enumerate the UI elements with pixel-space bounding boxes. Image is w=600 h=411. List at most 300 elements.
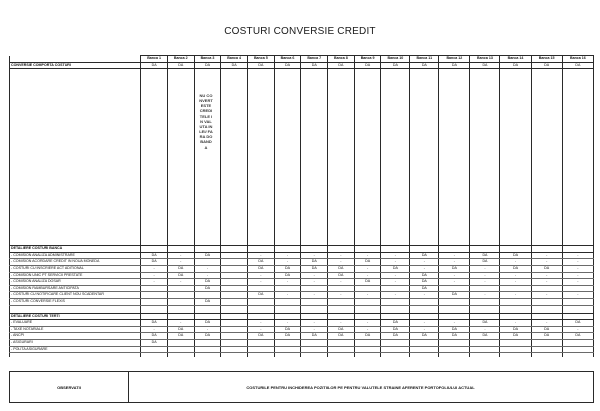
- cell-value: -: [381, 279, 410, 286]
- cell-value: [248, 285, 275, 292]
- cell-value: -: [531, 292, 562, 299]
- cell-value: -: [470, 292, 500, 299]
- cell-value: [439, 313, 470, 320]
- cell-value: -: [301, 320, 328, 327]
- cell-value: [500, 339, 531, 346]
- cell-value: [470, 69, 500, 246]
- column-header-bank-8: Banca 8: [328, 56, 355, 63]
- cell-value: DA: [194, 298, 221, 305]
- cell-value: [439, 339, 470, 346]
- cell-value: DA: [141, 259, 168, 266]
- cell-value: DA: [531, 333, 562, 340]
- page-title: COSTURI CONVERSIE CREDIT: [224, 26, 376, 37]
- cell-value: [221, 292, 248, 299]
- cell-value: [562, 69, 593, 246]
- cell-value: [221, 285, 248, 292]
- cell-value: DA: [328, 333, 355, 340]
- cell-value: [141, 346, 168, 353]
- cell-value: [381, 285, 410, 292]
- cell-value: -: [167, 252, 194, 259]
- cell-value: -: [354, 326, 381, 333]
- cell-value: -: [381, 259, 410, 266]
- cell-value: [221, 272, 248, 279]
- cell-value: [328, 285, 355, 292]
- cell-value: DA: [439, 326, 470, 333]
- cell-value: [141, 313, 168, 320]
- cell-value: [221, 246, 248, 253]
- table-row: [10, 333, 594, 340]
- cell-value: DA: [410, 272, 439, 279]
- cell-value: [301, 298, 328, 305]
- cell-value: DA: [194, 285, 221, 292]
- cell-value: [167, 298, 194, 305]
- cell-value: [500, 305, 531, 313]
- cell-value: DA: [248, 265, 275, 272]
- column-header-bank-16: Banca 16: [562, 56, 593, 63]
- cell-value: -: [354, 252, 381, 259]
- cell-value: [500, 298, 531, 305]
- cell-value: [221, 313, 248, 320]
- cell-value: -: [301, 252, 328, 259]
- cell-value: [328, 69, 355, 246]
- header-corner: [10, 56, 141, 63]
- cell-value: DA: [301, 259, 328, 266]
- cell-value: [194, 339, 221, 346]
- cell-value: [301, 305, 328, 313]
- cell-value: -: [301, 326, 328, 333]
- cell-value: -: [470, 279, 500, 286]
- cell-value: [500, 313, 531, 320]
- cell-value: DA: [354, 259, 381, 266]
- cell-value: -: [381, 292, 410, 299]
- cell-value: [381, 339, 410, 346]
- cell-value: -: [194, 326, 221, 333]
- cell-value: [470, 346, 500, 353]
- cell-value: DA: [439, 265, 470, 272]
- cell-value: DA: [500, 265, 531, 272]
- cell-value: -: [439, 252, 470, 259]
- table-row: [10, 285, 594, 292]
- cell-value: -: [167, 259, 194, 266]
- cell-value: DA: [500, 252, 531, 259]
- cell-value: -: [410, 259, 439, 266]
- cell-value: -: [439, 279, 470, 286]
- cell-value: [274, 298, 301, 305]
- cell-value: DA: [381, 333, 410, 340]
- cell-value: -: [167, 279, 194, 286]
- cell-value: -: [248, 320, 275, 327]
- row-label: - COMISION ACORDARE CREDIT IN NOUA MONEDA: [10, 259, 141, 266]
- row-label: [10, 305, 141, 313]
- cell-value: [141, 292, 168, 299]
- cell-value: -: [562, 259, 593, 266]
- table-row: [10, 252, 594, 259]
- cell-value: [381, 246, 410, 253]
- cell-value: [274, 305, 301, 313]
- cell-value: [410, 339, 439, 346]
- cell-value: [354, 313, 381, 320]
- column-header-bank-9: Banca 9: [354, 56, 381, 63]
- cell-value: [167, 313, 194, 320]
- table-row: [10, 339, 594, 346]
- cell-value: -: [410, 265, 439, 272]
- table-row: [10, 326, 594, 333]
- cell-value: [274, 313, 301, 320]
- cell-value: -: [141, 265, 168, 272]
- cell-value: [221, 346, 248, 353]
- cell-value: -: [381, 252, 410, 259]
- row-label: - COMISION UNIC PT SERVICII PRESTATE: [10, 272, 141, 279]
- cell-value: -: [562, 272, 593, 279]
- cell-value: DA: [141, 320, 168, 327]
- cell-value: [354, 246, 381, 253]
- blank-block: [10, 69, 594, 246]
- cell-value: [248, 246, 275, 253]
- cell-value: -: [141, 326, 168, 333]
- cell-value: -: [248, 252, 275, 259]
- cell-value: [167, 292, 194, 299]
- cell-value: [354, 69, 381, 246]
- cell-value: [531, 313, 562, 320]
- cell-value: [221, 298, 248, 305]
- row-label: - ASIGURARI: [10, 339, 141, 346]
- cell-value: [301, 285, 328, 292]
- column-header-bank-10: Banca 10: [381, 56, 410, 63]
- column-header-bank-14: Banca 14: [500, 56, 531, 63]
- cell-value: [410, 305, 439, 313]
- cell-value: -: [439, 320, 470, 327]
- cell-value: -: [354, 265, 381, 272]
- cell-value: DA: [141, 339, 168, 346]
- table-row: [10, 279, 594, 286]
- cell-value: [531, 69, 562, 246]
- cell-value: [221, 305, 248, 313]
- cell-value: [301, 69, 328, 246]
- cell-value: [221, 279, 248, 286]
- cell-value: [141, 285, 168, 292]
- cell-value: DA: [562, 333, 593, 340]
- cell-value: [470, 285, 500, 292]
- cell-value: [301, 353, 328, 358]
- cell-value: DA: [381, 265, 410, 272]
- vertical-note: NU CONVERTESTE CREDITELE IN VALUTA IN LEI/ FARA DOBANDA: [199, 93, 214, 150]
- cell-value: DA: [167, 333, 194, 340]
- column-header-bank-1: Banca 1: [141, 56, 168, 63]
- cell-value: [410, 69, 439, 246]
- cell-value: [221, 320, 248, 327]
- cell-value: -: [562, 252, 593, 259]
- cell-value: [141, 298, 168, 305]
- cell-value: DA: [301, 265, 328, 272]
- row-label: - TAXE NOTARIALE: [10, 326, 141, 333]
- cell-value: [248, 313, 275, 320]
- cell-value: DA: [470, 259, 500, 266]
- cell-value: [301, 246, 328, 253]
- cell-value: [410, 298, 439, 305]
- cell-value: [470, 353, 500, 358]
- cell-value: [381, 305, 410, 313]
- cell-value: [354, 339, 381, 346]
- cell-value: -: [248, 279, 275, 286]
- cell-value: -: [500, 259, 531, 266]
- cell-value: [248, 346, 275, 353]
- cell-value: [531, 353, 562, 358]
- cell-value: [410, 313, 439, 320]
- cell-value: -: [410, 320, 439, 327]
- cell-value: [328, 246, 355, 253]
- cell-value: DA: [410, 62, 439, 69]
- cell-value: [274, 69, 301, 246]
- cell-value: [381, 313, 410, 320]
- section-header-row: [10, 313, 594, 320]
- cell-value: [531, 246, 562, 253]
- section-header-row: [10, 246, 594, 253]
- cell-value: [221, 69, 248, 246]
- cell-value: DA: [301, 333, 328, 340]
- cell-value: [194, 346, 221, 353]
- cell-value: DA: [381, 320, 410, 327]
- cell-value: -: [354, 292, 381, 299]
- cell-value: DA: [410, 252, 439, 259]
- cell-value: [470, 313, 500, 320]
- row-label: - COMISION ANALIZA ADMINISTRARE: [10, 252, 141, 259]
- cell-value: -: [500, 292, 531, 299]
- table-row: [10, 346, 594, 353]
- cell-value: [531, 298, 562, 305]
- cell-value: -: [531, 320, 562, 327]
- cell-value: [381, 353, 410, 358]
- cell-value: [381, 69, 410, 246]
- cell-value: [500, 346, 531, 353]
- cell-value: DA: [167, 326, 194, 333]
- column-header-bank-4: Banca 4: [221, 56, 248, 63]
- cell-value: [354, 285, 381, 292]
- cell-value: DA: [167, 265, 194, 272]
- cell-value: [141, 246, 168, 253]
- cell-value: -: [562, 279, 593, 286]
- cell-value: DA: [439, 292, 470, 299]
- cell-value: [562, 339, 593, 346]
- cell-value: -: [500, 320, 531, 327]
- cell-value: -: [500, 272, 531, 279]
- cell-value: DA: [439, 62, 470, 69]
- cell-value: -: [410, 326, 439, 333]
- cell-value: DA: [248, 62, 275, 69]
- table-row: [10, 62, 594, 69]
- cell-value: -: [354, 320, 381, 327]
- cell-value: -: [328, 259, 355, 266]
- cell-value: [328, 353, 355, 358]
- cell-value: -: [167, 320, 194, 327]
- cell-value: [248, 353, 275, 358]
- column-header-bank-5: Banca 5: [248, 56, 275, 63]
- cell-value: [301, 339, 328, 346]
- cell-value: DA: [381, 62, 410, 69]
- cell-value: -: [194, 272, 221, 279]
- cell-value: DA: [410, 333, 439, 340]
- row-label: DETALIERE COSTURI TERTI: [10, 313, 141, 320]
- cell-value: -: [562, 326, 593, 333]
- cell-value: [301, 346, 328, 353]
- table-row: [10, 320, 594, 327]
- cell-value: DA: [531, 62, 562, 69]
- column-header-bank-2: Banca 2: [167, 56, 194, 63]
- cell-value: -: [274, 279, 301, 286]
- row-label: - ANCPI: [10, 333, 141, 340]
- cell-value: [248, 305, 275, 313]
- cell-value: -: [328, 292, 355, 299]
- cell-value: [167, 339, 194, 346]
- cell-value: [274, 346, 301, 353]
- cell-value: [194, 259, 221, 266]
- cell-value: DA: [274, 272, 301, 279]
- cell-value: DA: [470, 62, 500, 69]
- cell-value: [141, 305, 168, 313]
- cell-value: [221, 333, 248, 340]
- spacer-row: [10, 305, 594, 313]
- cell-value: DA: [354, 279, 381, 286]
- cell-value: [354, 298, 381, 305]
- cell-value: -: [274, 259, 301, 266]
- cell-value: -: [301, 279, 328, 286]
- cell-value: -: [500, 279, 531, 286]
- cell-value: DA: [248, 259, 275, 266]
- cell-value: [531, 305, 562, 313]
- cell-value: [562, 313, 593, 320]
- cell-value: DA: [141, 252, 168, 259]
- cell-value: [248, 298, 275, 305]
- cell-value: [221, 265, 248, 272]
- cell-value: [410, 246, 439, 253]
- row-label: - COSTURI CONVERSIE FLEXIS: [10, 298, 141, 305]
- cell-value: [194, 353, 221, 358]
- cell-value: DA: [410, 279, 439, 286]
- table-row: [10, 265, 594, 272]
- cell-value: [439, 69, 470, 246]
- cell-value: DA: [274, 62, 301, 69]
- cell-value: DA: [410, 285, 439, 292]
- cell-value: [439, 298, 470, 305]
- cell-value: [301, 313, 328, 320]
- cell-value: -: [410, 292, 439, 299]
- table-row: [10, 259, 594, 266]
- cell-value: [562, 305, 593, 313]
- cell-value: [167, 246, 194, 253]
- cell-value: [274, 246, 301, 253]
- cell-value: [500, 246, 531, 253]
- cell-value: [141, 353, 168, 358]
- cell-value: -: [381, 272, 410, 279]
- row-label: CONVERSIE COMPORTA COSTURI: [10, 62, 141, 69]
- cell-value: [500, 69, 531, 246]
- cell-value: [410, 346, 439, 353]
- cell-value: [470, 298, 500, 305]
- cell-value: DA: [167, 62, 194, 69]
- cell-value: DA: [194, 279, 221, 286]
- cell-value: [167, 305, 194, 313]
- table-row: [10, 292, 594, 299]
- cell-value: -: [531, 272, 562, 279]
- cell-value: -: [354, 272, 381, 279]
- cell-value: -: [470, 326, 500, 333]
- column-header-bank-6: Banca 6: [274, 56, 301, 63]
- cell-value: [328, 305, 355, 313]
- row-label: - COMISION RAMBURSARE ANTICIPATA: [10, 285, 141, 292]
- cell-value: -: [274, 320, 301, 327]
- cell-value: DA: [439, 333, 470, 340]
- cell-value: DA: [354, 62, 381, 69]
- cell-value: [167, 346, 194, 353]
- cell-value: DA: [500, 333, 531, 340]
- cell-value: DA: [248, 333, 275, 340]
- cell-value: -: [328, 252, 355, 259]
- cell-value: [221, 259, 248, 266]
- cell-value: -: [194, 265, 221, 272]
- cell-value: [248, 69, 275, 246]
- row-label: DETALIERE COSTURI BANCA: [10, 246, 141, 253]
- observations-text: COSTURILE PENTRU INCHIDEREA POZITIILOR PE PENTRU VALUTELE STRAINE AFERENTE PORTOFOLIULUI ACTUAL: [246, 384, 475, 390]
- cell-value: [274, 339, 301, 346]
- cell-value: [328, 339, 355, 346]
- cell-value: [470, 305, 500, 313]
- cell-value: [531, 285, 562, 292]
- cell-value: [248, 339, 275, 346]
- cell-value: DA: [167, 272, 194, 279]
- cell-value: DA: [328, 326, 355, 333]
- cell-value: -: [328, 320, 355, 327]
- table-row: [10, 272, 594, 279]
- cell-value: DA: [562, 62, 593, 69]
- cell-value: DA: [470, 333, 500, 340]
- cell-value: [562, 346, 593, 353]
- row-label: - COSTURI CU INSCRIERE ACT ADITIONAL: [10, 265, 141, 272]
- cell-value: -: [531, 279, 562, 286]
- cell-value: [470, 339, 500, 346]
- column-header-bank-7: Banca 7: [301, 56, 328, 63]
- cell-value: [531, 346, 562, 353]
- column-header-bank-3: Banca 3: [194, 56, 221, 63]
- cell-value: -: [301, 272, 328, 279]
- cell-value: [221, 339, 248, 346]
- cell-value: DA: [141, 62, 168, 69]
- cell-value: [167, 353, 194, 358]
- cell-value: [439, 353, 470, 358]
- cell-value: [354, 353, 381, 358]
- cell-value: -: [328, 279, 355, 286]
- row-label: - COMISION ANALIZA DOSAR: [10, 279, 141, 286]
- cell-value: -: [439, 259, 470, 266]
- cell-value: -: [562, 265, 593, 272]
- cell-value: DA: [194, 252, 221, 259]
- cell-value: DA: [248, 292, 275, 299]
- spacer-row: [10, 353, 594, 358]
- cell-value: DA: [500, 62, 531, 69]
- row-label: - COSTURI CU NOTIFICARE CLIENT NOU SCADENTAR: [10, 292, 141, 299]
- row-label: [10, 353, 141, 358]
- cell-value: -: [562, 292, 593, 299]
- cell-value: [194, 313, 221, 320]
- cell-value: [531, 339, 562, 346]
- cell-value: [274, 353, 301, 358]
- cell-value: [328, 313, 355, 320]
- cell-value: -: [141, 279, 168, 286]
- cell-value: [354, 346, 381, 353]
- row-label: [10, 69, 141, 246]
- cell-value: -: [141, 272, 168, 279]
- cell-value: DA: [562, 320, 593, 327]
- cell-value: [562, 298, 593, 305]
- cell-value: -: [274, 292, 301, 299]
